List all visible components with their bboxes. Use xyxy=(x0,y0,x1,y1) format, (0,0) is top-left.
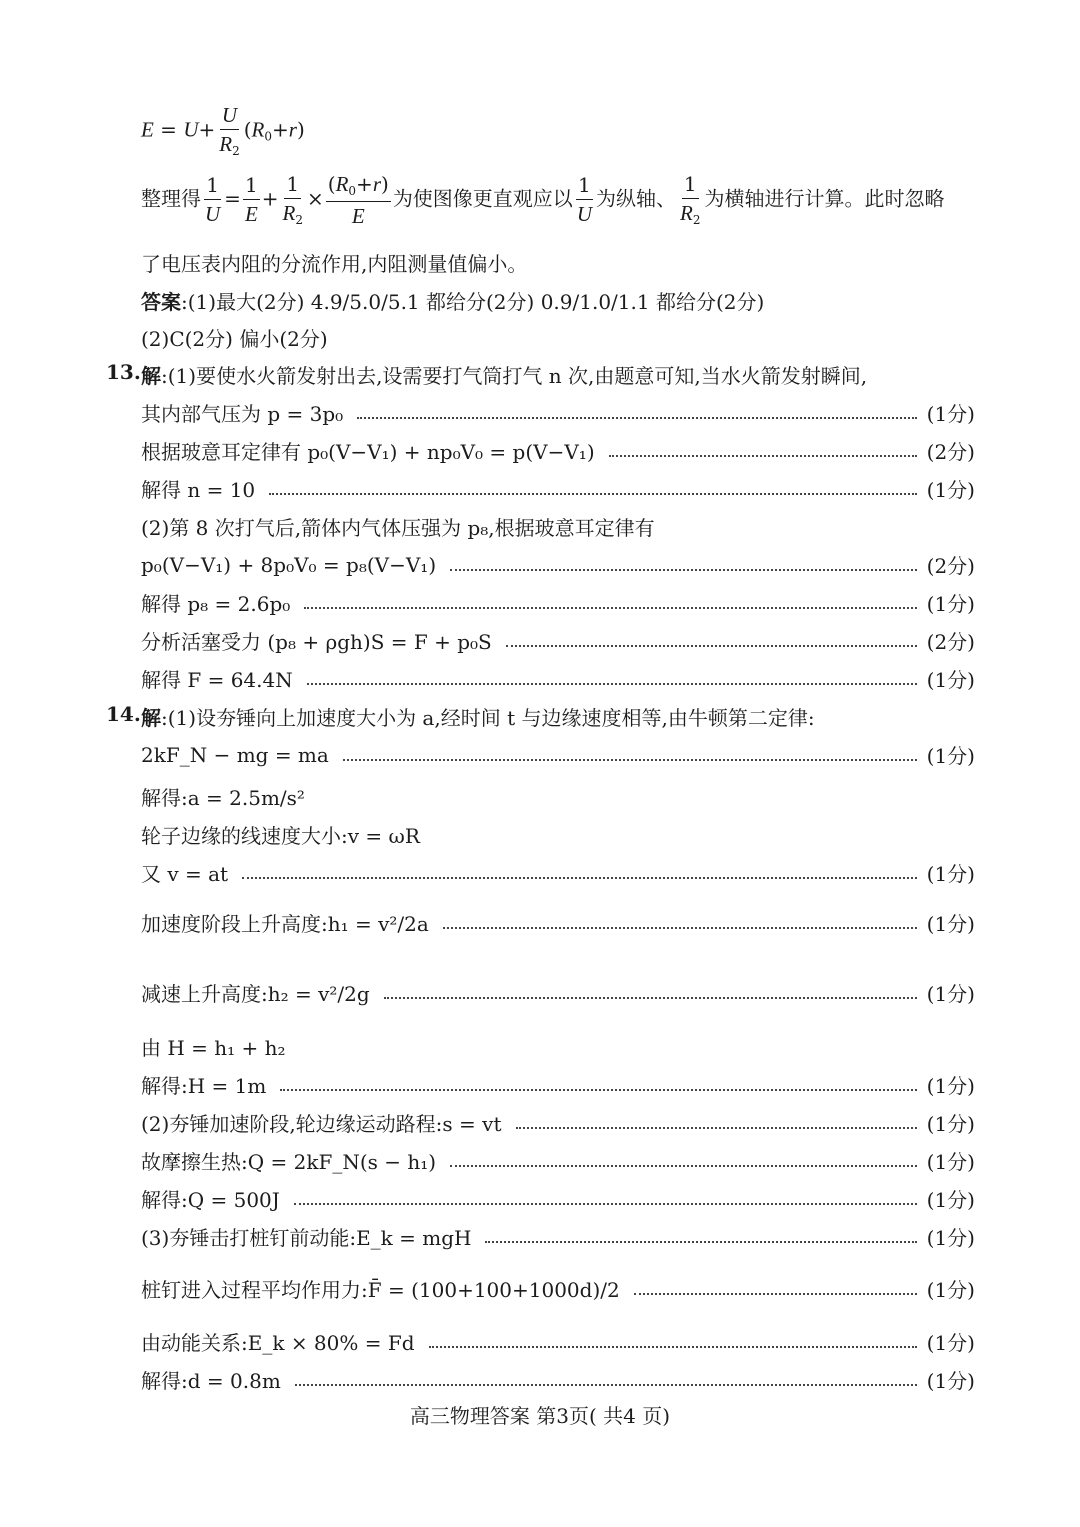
solution-label: 解 xyxy=(141,364,161,388)
q13-step: (2)第 8 次打气后,箭体内气体压强为 p₈,根据玻意耳定律有 xyxy=(141,516,655,540)
q14-step: 桩钉进入过程平均作用力:F̄ = (100+100+1000d)/2 (1分) xyxy=(141,1278,975,1302)
solution-label: 解 xyxy=(141,706,161,730)
equation-e-u: E = U+ $\frac{U}{R_2}$ $(R_0+r)$ xyxy=(141,103,305,159)
q14-step: 减速上升高度:h₂ = v²/2g (1分) xyxy=(141,982,975,1006)
q13-step: 解得 F = 64.4N (1分) xyxy=(141,668,975,692)
q13-step: 其内部气压为 p = 3p₀ (1分) xyxy=(141,402,975,426)
question-14-intro: 解:(1)设夯锤向上加速度大小为 a,经时间 t 与边缘速度相等,由牛顿第二定律: xyxy=(141,706,815,730)
q13-step: 根据玻意耳定律有 p₀(V−V₁) + np₀V₀ = p(V−V₁) (2分) xyxy=(141,440,975,464)
question-13-number: 13. xyxy=(106,360,141,384)
question-13-intro: 解:(1)要使水火箭发射出去,设需要打气筒打气 n 次,由题意可知,当水火箭发射瞬间, xyxy=(141,364,868,388)
answer-line-1: 答案:(1)最大(2分) 4.9/5.0/5.1 都给分(2分) 0.9/1.0/1.1 都给分(2分) xyxy=(141,290,765,314)
conclusion-text: 了电压表内阻的分流作用,内阻测量值偏小。 xyxy=(141,252,528,276)
rearranged-formula-line: 整理得 $\frac{1}{U}$ = $\frac{1}{E}$ + $\frac{1}{R_2}$ × $\frac{(R_0+r)}{E}$ 为使图像更直观应以 $\frac{1}{U}$ 为纵轴、 $\frac{1}{R_2}$ 为横轴进行计算。此时忽略 xyxy=(141,171,945,228)
q14-step: 由动能关系:E_k × 80% = Fd (1分) xyxy=(141,1331,975,1355)
q14-step: 由 H = h₁ + h₂ xyxy=(141,1036,286,1060)
question-14-number: 14. xyxy=(106,702,141,726)
q14-step: (2)夯锤加速阶段,轮边缘运动路程:s = vt (1分) xyxy=(141,1112,975,1136)
q13-step: 解得 p₈ = 2.6p₀ (1分) xyxy=(141,592,975,616)
q13-step: p₀(V−V₁) + 8p₀V₀ = p₈(V−V₁) (2分) xyxy=(141,552,975,578)
q14-step: 2kF_N − mg = ma (1分) xyxy=(141,742,975,768)
q14-step: 轮子边缘的线速度大小:v = ωR xyxy=(141,824,420,848)
answer-label: 答案 xyxy=(141,290,181,314)
q14-step: 又 v = at (1分) xyxy=(141,862,975,886)
q14-step: 解得:Q = 500J (1分) xyxy=(141,1188,975,1212)
q13-step: 解得 n = 10 (1分) xyxy=(141,478,975,502)
q14-step: 故摩擦生热:Q = 2kF_N(s − h₁) (1分) xyxy=(141,1150,975,1174)
page-footer: 高三物理答案 第3页( 共4 页) xyxy=(409,1404,671,1428)
q14-step: 解得:a = 2.5m/s² xyxy=(141,786,305,810)
q13-step: 分析活塞受力 (p₈ + ρgh)S = F + p₀S (2分) xyxy=(141,630,975,654)
answer-line-2: (2)C(2分) 偏小(2分) xyxy=(141,327,328,351)
q14-step: (3)夯锤击打桩钉前动能:E_k = mgH (1分) xyxy=(141,1226,975,1250)
q14-step: 解得:d = 0.8m (1分) xyxy=(141,1369,975,1393)
q14-step: 加速度阶段上升高度:h₁ = v²/2a (1分) xyxy=(141,912,975,936)
q14-step: 解得:H = 1m (1分) xyxy=(141,1074,975,1098)
